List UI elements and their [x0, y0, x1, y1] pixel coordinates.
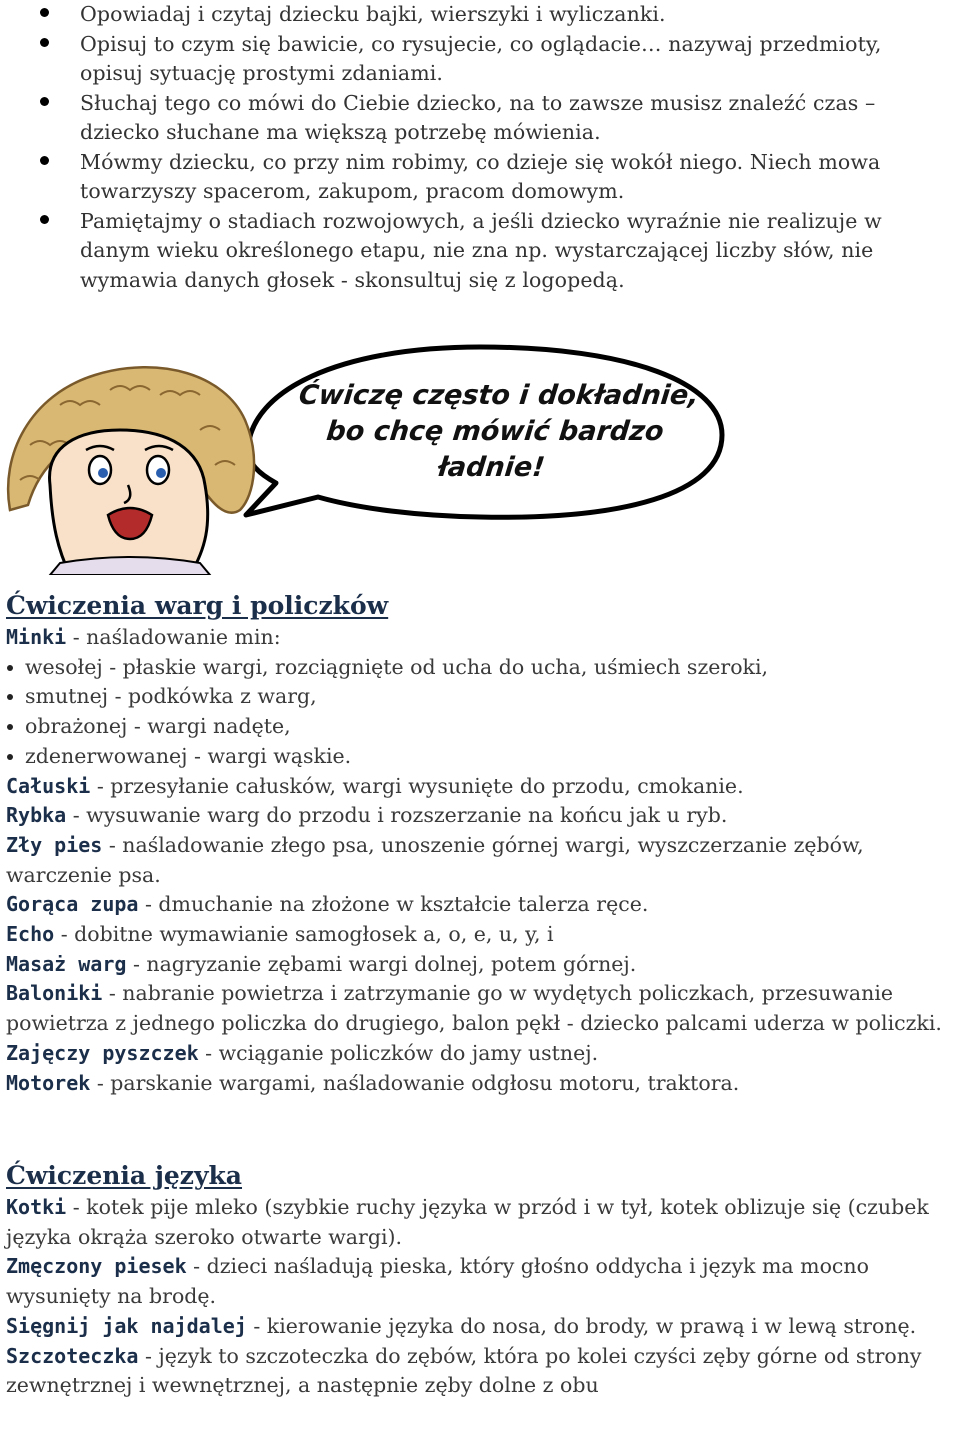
exercise-row: Zajęczy pyszczek - wciąganie policzków do jamy ustnej. [6, 1040, 599, 1065]
exercise-row: Sięgnij jak najdalej - kierowanie języka do nosa, do brody, w prawą i w lewą stronę. [6, 1313, 917, 1338]
bullet-icon [7, 724, 13, 730]
section-title: Ćwiczenia warg i policzków [6, 591, 389, 620]
list-item: Opisuj to czym się bawicie, co rysujecie, co oglądacie… nazywaj przedmioty, opisuj sytuację prostymi zdaniami. [0, 30, 960, 89]
bullet-icon [7, 665, 13, 671]
exercise-row: Szczoteczka - język to szczoteczka do zębów, która po kolei czyści zęby górne od strony zewnętrznej i wewnętrznej, a następnie zęby dolne z obu [6, 1343, 922, 1398]
exercise-row: Kotki - kotek pije mleko (szybkie ruchy języka w przód i w tył, kotek oblizuje się (czubek języka okrąża szeroko otwarte wargi). [6, 1195, 929, 1249]
girl-face-icon [50, 430, 210, 575]
bullet-icon [40, 8, 49, 17]
exercise-row: Rybka - wysuwanie warg do przodu i rozszerzanie na końcu jak u ryb. [6, 803, 728, 828]
bullet-icon [40, 97, 49, 106]
list-item: obrażonej - wargi nadęte, [6, 712, 946, 742]
exercise-row: Baloniki - nabranie powietrza i zatrzymanie go w wydętych policzkach, przesuwanie powietrza z jednego policzka do drugiego, balon pękł - dziecko palcami uderza w policzki. [6, 981, 942, 1036]
exercise-row: Minki - naśladowanie min: [6, 625, 281, 649]
exercise-row: Zmęczony piesek - dzieci naśladują pieska, który głośno oddycha i język ma mocno wysunięty na brodę. [6, 1254, 869, 1309]
list-item: smutnej - podkówka z warg, [6, 682, 946, 712]
tongue-section [6, 1161, 946, 1401]
bullet-icon [40, 38, 49, 47]
bullet-icon [7, 694, 13, 700]
exercise-row: Echo - dobitne wymawianie samogłosek a, o, e, u, y, i [6, 922, 554, 947]
exercise-row: Motorek - parskanie wargami, naśladowanie odgłosu motoru, traktora. [6, 1070, 740, 1095]
bullet-icon [40, 156, 49, 165]
exercise-row: Całuski - przesyłanie całusków, wargi wysunięte do przodu, cmokanie. [6, 773, 744, 798]
list-item: wesołej - płaskie wargi, rozciągnięte od ucha do ucha, uśmiech szeroki, [6, 653, 946, 683]
list-item: zdenerwowanej - wargi wąskie. [6, 742, 946, 772]
list-item: Mówmy dziecku, co przy nim robimy, co dzieje się wokół niego. Niech mowa towarzyszy spacerom, zakupom, pracom domowym. [0, 148, 960, 207]
lips-section [6, 591, 946, 1098]
exercise-row: Masaż warg - nagryzanie zębami wargi dolnej, potem górnej. [6, 951, 637, 976]
list-item: Słuchaj tego co mówi do Ciebie dziecko, na to zawsze musisz znaleźć czas – dziecko słuchane ma większą potrzebę mówienia. [0, 89, 960, 148]
section-title: Ćwiczenia języka [6, 1161, 243, 1190]
speech-bubble-text: Ćwiczę często i dokładnie, bo chcę mówić bardzo ładnie! [297, 380, 701, 483]
exercise-row: Zły pies - naśladowanie złego psa, unoszenie górnej wargi, wyszczerzanie zębów, warczenie psa. [6, 832, 864, 887]
list-item: Pamiętajmy o stadiach rozwojowych, a jeśli dziecko wyraźnie nie realizuje w danym wieku określonego etapu, nie zna np. wystarczającej liczby słów, nie wymawia danych głosek - skonsultuj się z logopedą. [0, 207, 960, 296]
intro-list [0, 0, 960, 295]
exercise-row: Gorąca zupa - dmuchanie na złożone w kształcie talerza ręce. [6, 892, 649, 917]
bullet-icon [7, 754, 13, 760]
list-item: Opowiadaj i czytaj dziecku bajki, wierszyki i wyliczanki. [0, 0, 960, 30]
bullet-icon [40, 215, 49, 224]
